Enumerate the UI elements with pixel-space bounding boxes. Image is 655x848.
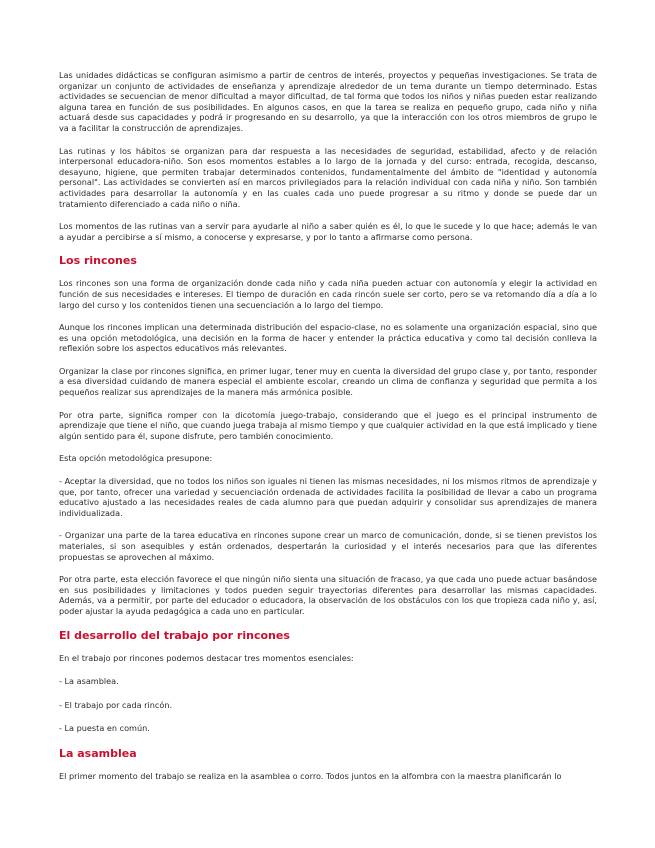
paragraph-organizar-clase: Organizar la clase por rincones significa, en primer lugar, tener muy en cuenta la diversidad del grupo clase y, por tanto, responder a esa diversidad cuidando de manera especial el ambiente escolar, creando un clima de confianza y seguridad que permita a los pequeños realizar sus aprendizajes de la manera más armónica posible. (59, 365, 597, 398)
list-item-aceptar-diversidad: - Aceptar la diversidad, que no todos los niños son iguales ni tienen las mismas necesidades, ni los mismos ritmos de aprendizaje y que, por tanto, ofrecer una variedad y secuenciación ordenada de actividades facilita la posibilidad de llevar a cabo un programa educativo ajustado a las necesidades reales de cada alumno para que puedan adquirir y consolidar sus aprendizajes de manera individualizada. (59, 476, 597, 518)
paragraph-eleccion-favorece: Por otra parte, esta elección favorece el que ningún niño sienta una situación de fracaso, ya que cada uno puede actuar basándose en sus posibilidades y limitaciones y todos pueden seguir trayectorias diferentes para desarrollar las mismas capacidades. Además, va a permitir, por parte del educador o educadora, la observación de los obstáculos con los que tropieza cada niño y, así, poder ajustar la ayuda pedagógica a cada uno en particular. (59, 574, 597, 616)
heading-desarrollo-trabajo: El desarrollo del trabajo por rincones (59, 628, 290, 642)
list-item-puesta-comun: - La puesta en común. (59, 723, 150, 734)
paragraph-rincones-definicion: Los rincones son una forma de organización donde cada niño y cada niña pueden actuar con autonomía y elegir la actividad en función de sus necesidades e intereses. El tiempo de duración en cada rincón suele ser corto, pero se va retomando día a día a lo largo del curso y los contenidos tienen una secuenciación a lo largo del tiempo. (59, 278, 597, 310)
heading-la-asamblea: La asamblea (59, 746, 137, 760)
paragraph-unidades-didacticas: Las unidades didácticas se configuran asimismo a partir de centros de interés, proyectos y pequeñas investigaciones. Se trata de organizar un conjunto de actividades de enseñanza y aprendizaje alrededor de un tema durante un tiempo determinado. Estas actividades se secuencian de menor dificultad a mayor dificultad, de tal forma que todos los niños y niñas pueden estar realizando alguna tarea en función de sus posibilidades. En algunos casos, en que la tarea se realiza en pequeño grupo, cada niño y niña actuará desde sus capacidades y podrá ir progresando en su desarrollo, ya que la interacción con los otros miembros de grupo le va a facilitar la construcción de aprendizajes. (59, 70, 597, 133)
document-page (59, 70, 597, 794)
paragraph-rutinas-habitos: Las rutinas y los hábitos se organizan para dar respuesta a las necesidades de seguridad, estabilidad, afecto y de relación interpersonal educadora-niño. Son esos momentos estables a lo largo de la jornada y del curso: entrada, recogida, descanso, desayuno, higiene, que permiten trabajar determinados contenidos, fundamentalmente del ámbito de "identidad y autonomía personal". Las actividades se convierten así en marcos privilegiados para la relación individual con cada niña y niño. Son también actividades para desarrollar la autonomía y en las cuales cada uno puede progresar a su ritmo y donde se puede dar un tratamiento diferenciado a cada niño o niña. (59, 145, 597, 209)
heading-los-rincones: Los rincones (59, 254, 137, 268)
paragraph-dicotomia: Por otra parte, significa romper con la dicotomía juego-trabajo, considerando que el juego es el principal instrumento de aprendizaje que tiene el niño, que cuando juega trabaja al mismo tiempo y que cualquier actividad en la que está implicado y tiene algún sentido para él, supone disfrute, pero también conocimiento. (59, 409, 597, 441)
paragraph-rincones-opcion: Aunque los rincones implican una determinada distribución del espacio-clase, no es solamente una organización espacial, sino que es una opción metodológica, una decisión en la forma de hacer y entender la práctica educativa y como tal decisión conlleva la reflexión sobre los aspectos educativos más relevantes. (59, 322, 597, 354)
list-item-trabajo-rincon: - El trabajo por cada rincón. (59, 699, 173, 710)
paragraph-primer-momento: El primer momento del trabajo se realiza en la asamblea o corro. Todos juntos en la alfombra con la maestra planificarán lo (59, 770, 562, 781)
paragraph-momentos-esenciales: En el trabajo por rincones podemos destacar tres momentos esenciales: (59, 652, 354, 663)
list-item-asamblea: - La asamblea. (59, 676, 119, 687)
paragraph-momentos-rutinas: Los momentos de las rutinas van a servir para ayudarle al niño a saber quién es él, lo que le sucede y lo que hace; además le van a ayudar a percibirse a sí mismo, a conocerse y expresarse, y por lo tanto a afirmarse como persona. (59, 221, 597, 242)
paragraph-presupone: Esta opción metodológica presupone: (59, 453, 213, 464)
list-item-organizar-tarea: - Organizar una parte de la tarea educativa en rincones supone crear un marco de comunicación, donde, si se tienen previstos los materiales, si son asequibles y están ordenados, despertarán la curiosidad y el interés necesarios para que las diferentes propuestas se aprovechen al máximo. (59, 530, 597, 562)
